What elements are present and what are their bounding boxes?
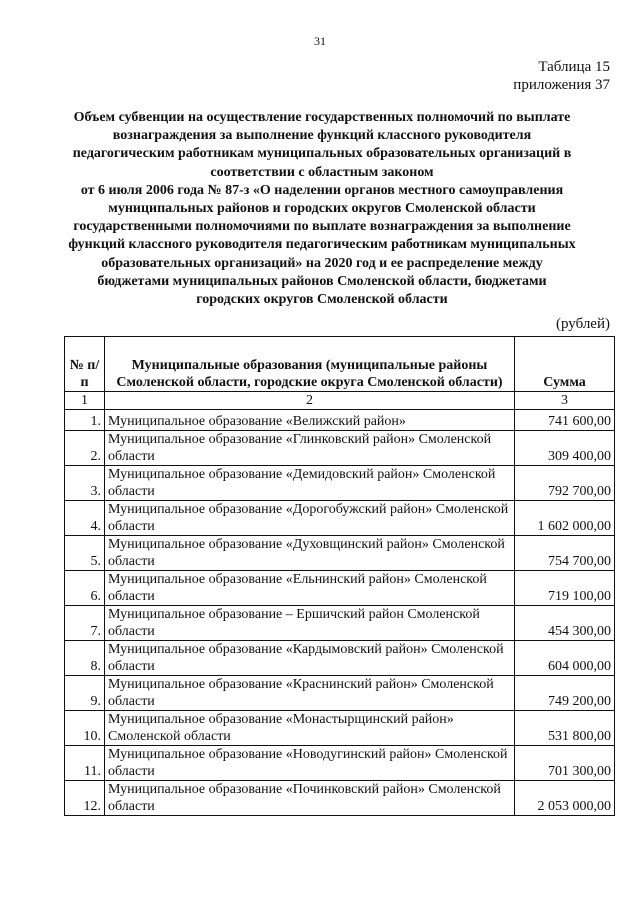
table-row — [65, 410, 615, 431]
title-line: Объем субвенции на осуществление государственных полномочий по выплате — [73, 110, 571, 125]
subsidy-table — [64, 336, 615, 816]
amount: 792 700,00 — [515, 466, 615, 501]
amount: 754 700,00 — [515, 536, 615, 571]
amount: 701 300,00 — [515, 746, 615, 781]
table-row — [65, 466, 615, 501]
municipality-name: Муниципальное образование «Новодугинский район» Смоленской области — [105, 746, 515, 781]
table-row — [65, 536, 615, 571]
document-title — [52, 109, 592, 309]
amount: 531 800,00 — [515, 711, 615, 746]
municipality-name: Муниципальное образование «Кардымовский район» Смоленской области — [105, 641, 515, 676]
municipality-name: Муниципальное образование «Глинковский район» Смоленской области — [105, 431, 515, 466]
row-number: 3. — [65, 466, 105, 501]
title-line: городских округов Смоленской области — [196, 292, 448, 308]
column-number: 3 — [515, 392, 615, 410]
title-line: вознаграждения за выполнение функций классного руководителя — [112, 128, 532, 144]
amount: 454 300,00 — [515, 606, 615, 641]
title-line: соответствии с областным законом — [210, 164, 434, 180]
title-line: государственными полномочиями по выплате вознаграждения за выполнение — [73, 219, 571, 235]
title-line: педагогическим работникам муниципальных образовательных организаций в — [72, 146, 572, 162]
row-number: 9. — [65, 676, 105, 711]
amount: 1 602 000,00 — [515, 501, 615, 536]
row-number: 6. — [65, 571, 105, 606]
municipality-name: Муниципальное образование «Велижский район» — [105, 410, 515, 431]
title-line: образовательных организаций» на 2020 год и ее распределение между — [101, 255, 543, 271]
row-number: 4. — [65, 501, 105, 536]
amount: 719 100,00 — [515, 571, 615, 606]
municipality-name: Муниципальное образование «Краснинский район» Смоленской области — [105, 676, 515, 711]
header-name: Муниципальные образования (муниципальные районы Смоленской области, городские округа Смоленской области) — [105, 337, 515, 392]
row-number: 5. — [65, 536, 105, 571]
currency-note: (рублей) — [555, 316, 610, 332]
municipality-name: Муниципальное образование «Духовщинский район» Смоленской области — [105, 536, 515, 571]
column-numbers-row — [65, 392, 615, 410]
amount: 741 600,00 — [515, 410, 615, 431]
column-number: 1 — [65, 392, 105, 410]
column-number: 2 — [105, 392, 515, 410]
row-number: 7. — [65, 606, 105, 641]
row-number: 11. — [65, 746, 105, 781]
amount: 2 053 000,00 — [515, 781, 615, 816]
table-row — [65, 501, 615, 536]
table-reference-line1: Таблица 15 — [538, 59, 610, 75]
title-line: муниципальных районов и городских округов Смоленской области — [108, 201, 536, 217]
table-reference-line2: приложения 37 — [513, 77, 610, 93]
row-number: 2. — [65, 431, 105, 466]
table-header-row — [65, 337, 615, 392]
table-row — [65, 641, 615, 676]
amount: 604 000,00 — [515, 641, 615, 676]
table-row — [65, 606, 615, 641]
table-row — [65, 571, 615, 606]
municipality-name: Муниципальное образование – Ершичский район Смоленской области — [105, 606, 515, 641]
row-number: 12. — [65, 781, 105, 816]
table-row — [65, 781, 615, 816]
table-row — [65, 431, 615, 466]
row-number: 10. — [65, 711, 105, 746]
amount: 749 200,00 — [515, 676, 615, 711]
municipality-name: Муниципальное образование «Ельнинский район» Смоленской области — [105, 571, 515, 606]
table-row — [65, 676, 615, 711]
table-reference — [513, 58, 610, 94]
municipality-name: Муниципальное образование «Монастырщинский район» Смоленской области — [105, 711, 515, 746]
municipality-name: Муниципальное образование «Дорогобужский район» Смоленской области — [105, 501, 515, 536]
row-number: 1. — [65, 410, 105, 431]
header-num: № п/п — [65, 337, 105, 392]
header-sum: Сумма — [515, 337, 615, 392]
table-row — [65, 711, 615, 746]
municipality-name: Муниципальное образование «Демидовский район» Смоленской области — [105, 466, 515, 501]
title-line: функций классного руководителя педагогическим работникам муниципальных — [68, 237, 576, 253]
municipality-name: Муниципальное образование «Починковский район» Смоленской области — [105, 781, 515, 816]
page-number: 31 — [314, 34, 326, 48]
title-line: бюджетами муниципальных районов Смоленской области, бюджетами — [97, 273, 547, 289]
title-line: от 6 июля 2006 года № 87-з «О наделении органов местного самоуправления — [80, 182, 564, 198]
amount: 309 400,00 — [515, 431, 615, 466]
table-row — [65, 746, 615, 781]
row-number: 8. — [65, 641, 105, 676]
